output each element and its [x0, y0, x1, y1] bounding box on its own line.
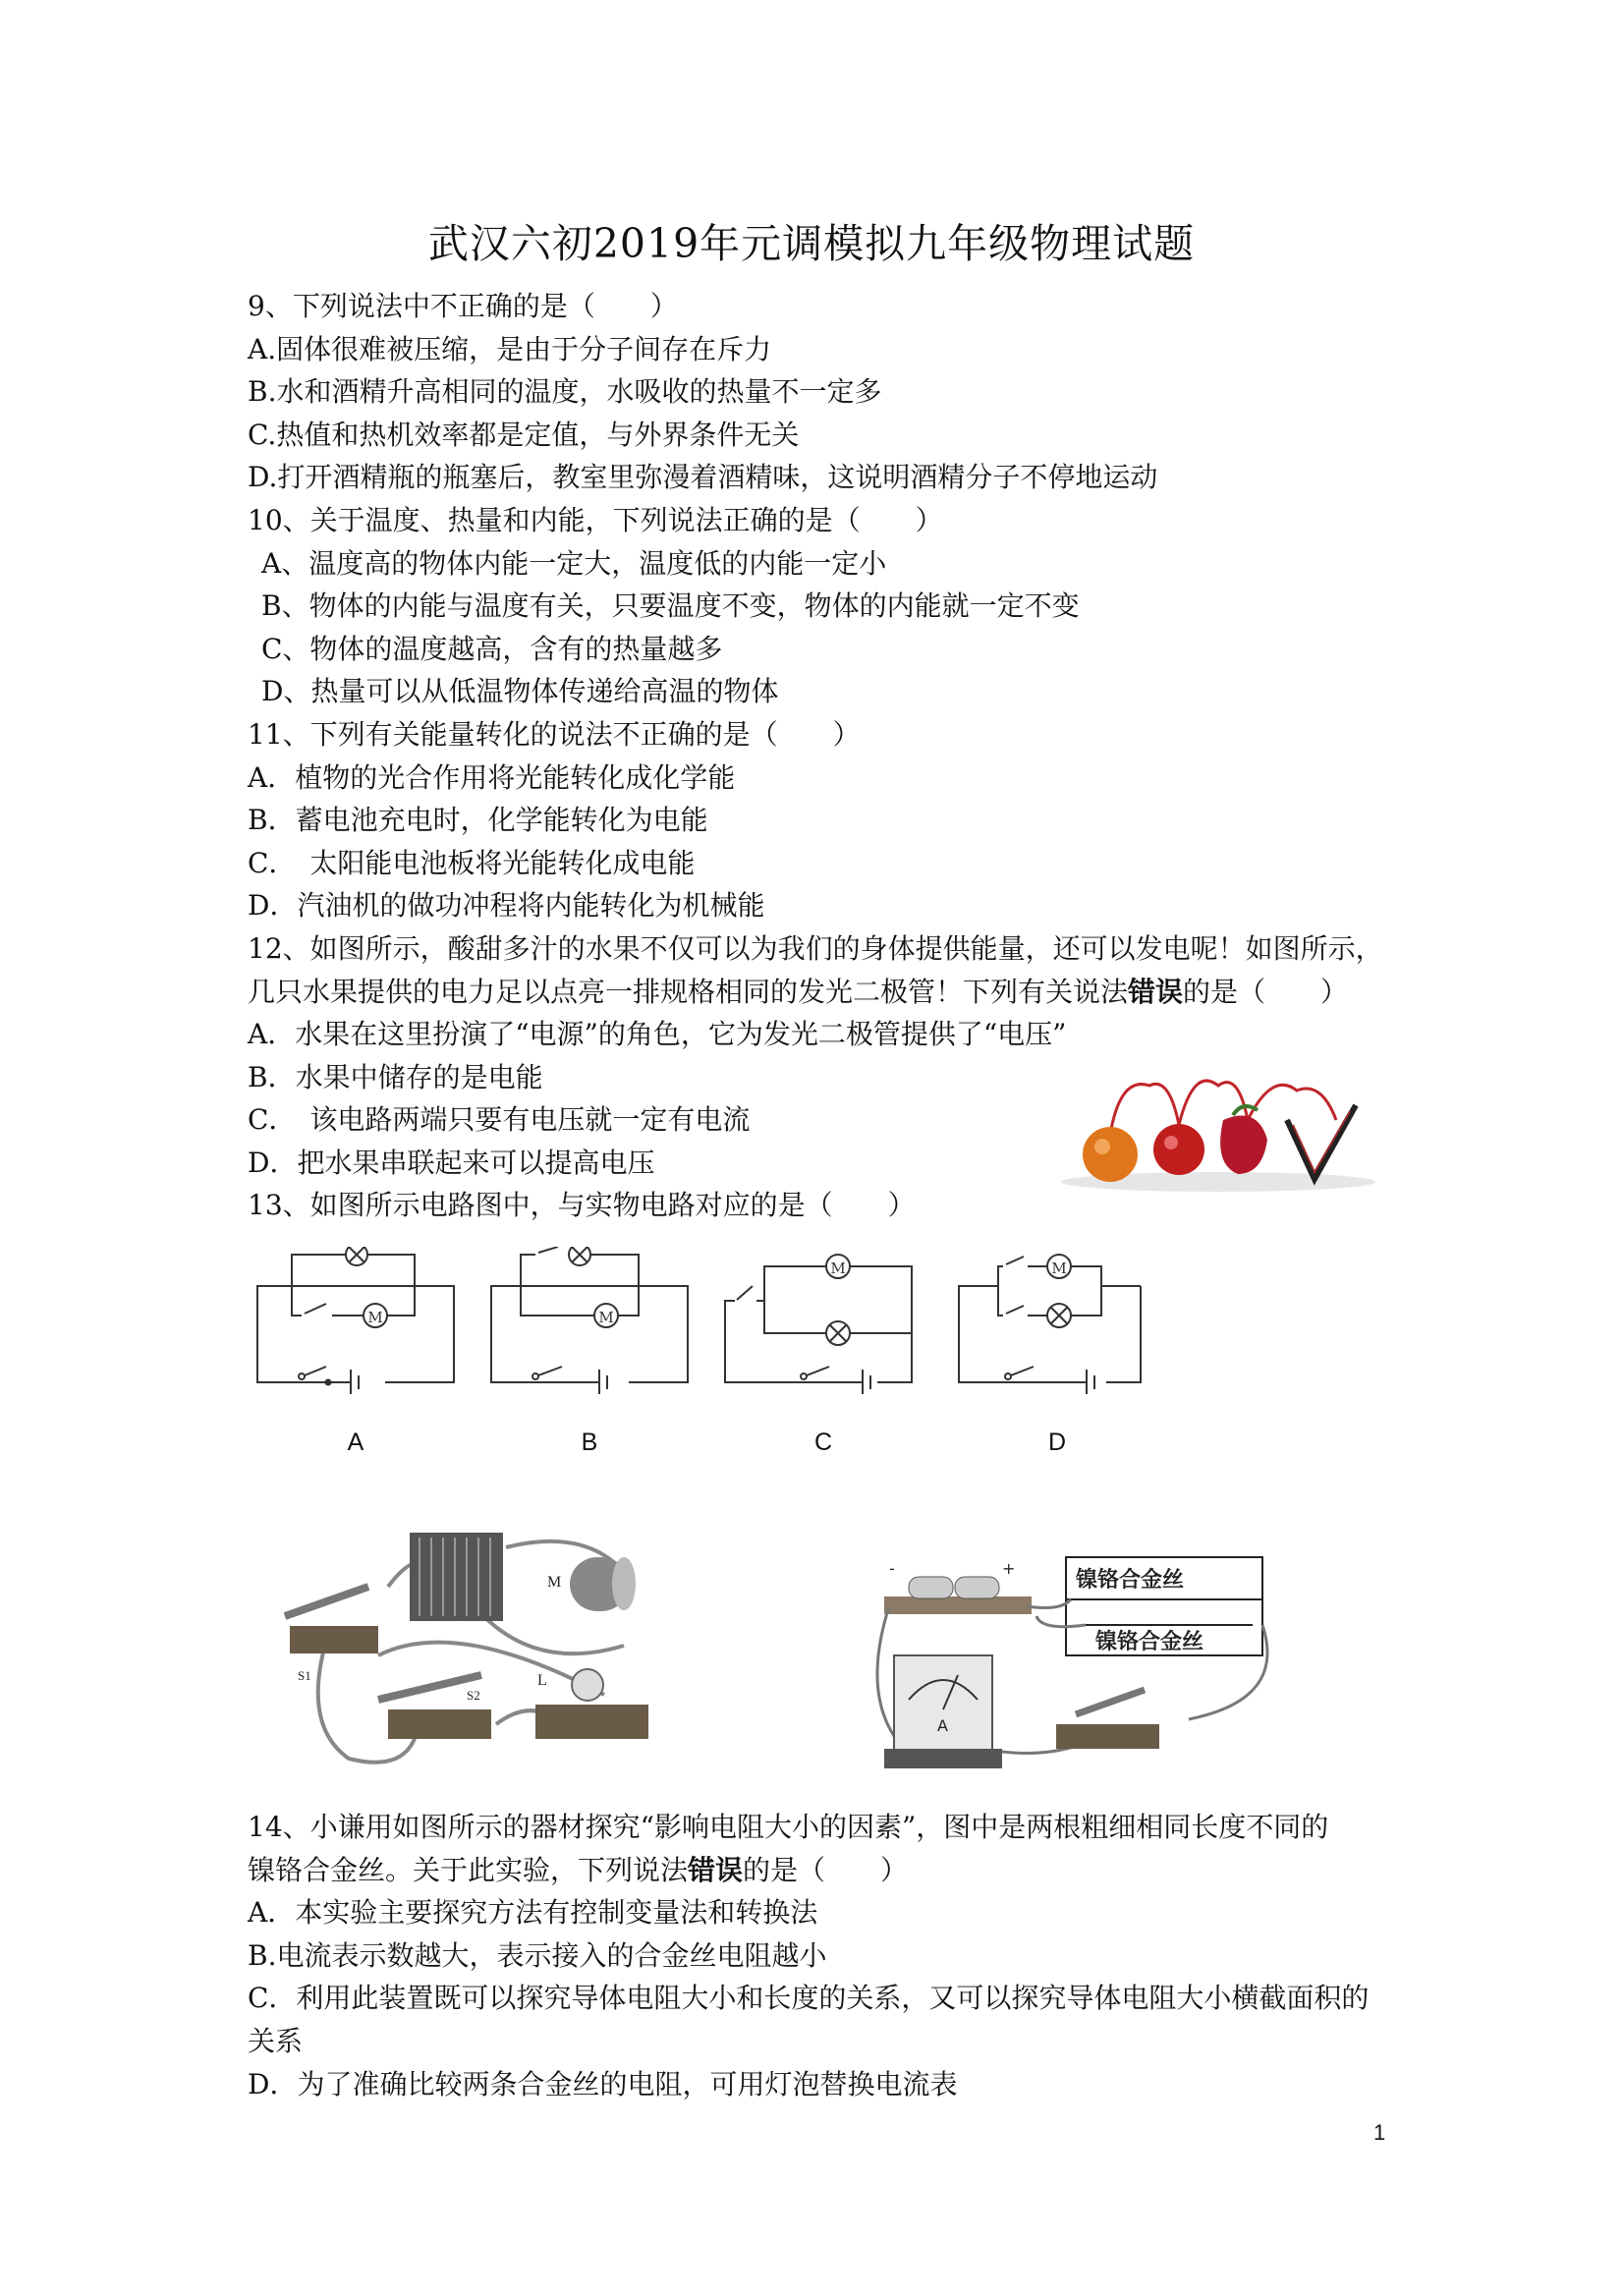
question-9-stem: 9、下列说法中不正确的是（ ）: [248, 290, 678, 322]
q9-option-c: C.热值和热机效率都是定值，与外界条件无关: [248, 418, 800, 451]
motor-symbol: M: [830, 1260, 846, 1278]
q11-option-d: D．汽油机的做功冲程将内能转化为机械能: [248, 889, 765, 923]
motor-symbol: M: [1051, 1260, 1067, 1278]
q10-option-a: A、温度高的物体内能一定大，温度低的内能一定小: [261, 546, 887, 580]
q9-option-b: B.水和酒精升高相同的温度，水吸收的热量不一定多: [248, 375, 882, 409]
circuit-diagram-c: [715, 1247, 931, 1394]
ammeter-label: A: [937, 1716, 948, 1735]
question-14-stem-line1: 14、小谦用如图所示的器材探究“影响电阻大小的因素”，图中是两根粗细相同长度不同的: [248, 1811, 1329, 1843]
emphasis-wrong: 错误: [688, 1853, 744, 1886]
q14-option-a: A．本实验主要探究方法有控制变量法和转换法: [248, 1896, 818, 1930]
question-14-stem-line2: 镍铬合金丝。关于此实验，下列说法错误的是（ ）: [248, 1853, 909, 1886]
question-13-stem: 13、如图所示电路图中，与实物电路对应的是（ ）: [248, 1189, 916, 1222]
q10-option-b: B、物体的内能与温度有关，只要温度不变，物体的内能就一定不变: [261, 589, 1080, 623]
q9-option-a: A.固体很难被压缩，是由于分子间存在斥力: [248, 332, 772, 365]
svg-text:-: -: [889, 1559, 895, 1578]
real-circuit-photo: [270, 1528, 653, 1778]
svg-text:+: +: [1002, 1559, 1016, 1578]
question-12-stem-line2: 几只水果提供的电力足以点亮一排规格相同的发光二极管！下列有关说法错误的是（ ）: [248, 975, 1349, 1008]
wire-label-bottom: 镍铬合金丝: [1095, 1630, 1204, 1654]
q12-option-b: B．水果中储存的是电能: [248, 1060, 543, 1093]
motor-symbol: M: [367, 1309, 383, 1327]
q12-option-c: C． 该电路两端只要有电压就一定有电流: [248, 1103, 751, 1137]
emphasis-wrong: 错误: [1128, 975, 1184, 1008]
q9-option-d: D.打开酒精瓶的瓶塞后，教室里弥漫着酒精味，这说明酒精分子不停地运动: [248, 461, 1158, 494]
resistance-experiment-photo: [865, 1552, 1287, 1788]
circuit-diagram-d: [949, 1247, 1165, 1394]
q14-option-c: C．利用此装置既可以探究导体电阻大小和长度的关系，又可以探究导体电阻大小横截面积的关系: [248, 1982, 1370, 2057]
motor-symbol: M: [598, 1309, 614, 1327]
question-14-content: [248, 1806, 1395, 2105]
fruit-battery-photo: [1061, 1066, 1390, 1194]
circuit-diagram-options: [248, 1247, 1395, 1473]
circuit-diagram-b: [481, 1247, 698, 1394]
q12-option-d: D．把水果串联起来可以提高电压: [248, 1146, 655, 1179]
question-11-stem: 11、下列有关能量转化的说法不正确的是（ ）: [248, 717, 861, 751]
option-label-a: A: [347, 1428, 364, 1457]
option-label-b: B: [581, 1428, 598, 1457]
switch-s2-label: S2: [467, 1688, 480, 1703]
q10-option-c: C、物体的温度越高，含有的热量越多: [261, 632, 723, 665]
question-12-stem-line1: 12、如图所示，酸甜多汁的水果不仅可以为我们的身体提供能量，还可以发电呢！如图所示，: [248, 931, 1383, 965]
q11-option-c: C． 太阳能电池板将光能转化成电能: [248, 846, 696, 879]
circuit-diagram-a: [248, 1247, 464, 1394]
q12-option-a: A．水果在这里扮演了“电源”的角色，它为发光二极管提供了“电压”: [248, 1018, 1067, 1051]
motor-label: M: [547, 1574, 562, 1591]
question-content: [248, 285, 1395, 1473]
page-title: 武汉六初2019年元调模拟九年级物理试题: [427, 220, 1196, 267]
q14-option-b: B.电流表示数越大，表示接入的合金丝电阻越小: [248, 1938, 827, 1972]
q11-option-a: A．植物的光合作用将光能转化成化学能: [248, 760, 736, 794]
page-number: 1: [1373, 2120, 1386, 2145]
lamp-label: L: [537, 1672, 547, 1689]
q11-option-b: B．蓄电池充电时，化学能转化为电能: [248, 804, 708, 837]
switch-s1-label: S1: [298, 1668, 311, 1683]
q10-option-d: D、热量可以从低温物体传递给高温的物体: [261, 675, 779, 708]
option-label-d: D: [1047, 1428, 1067, 1457]
option-label-c: C: [813, 1428, 833, 1457]
question-10-stem: 10、关于温度、热量和内能，下列说法正确的是（ ）: [248, 503, 943, 536]
q14-option-d: D．为了准确比较两条合金丝的电阻，可用灯泡替换电流表: [248, 2067, 958, 2100]
wire-label-top: 镍铬合金丝: [1076, 1568, 1185, 1593]
